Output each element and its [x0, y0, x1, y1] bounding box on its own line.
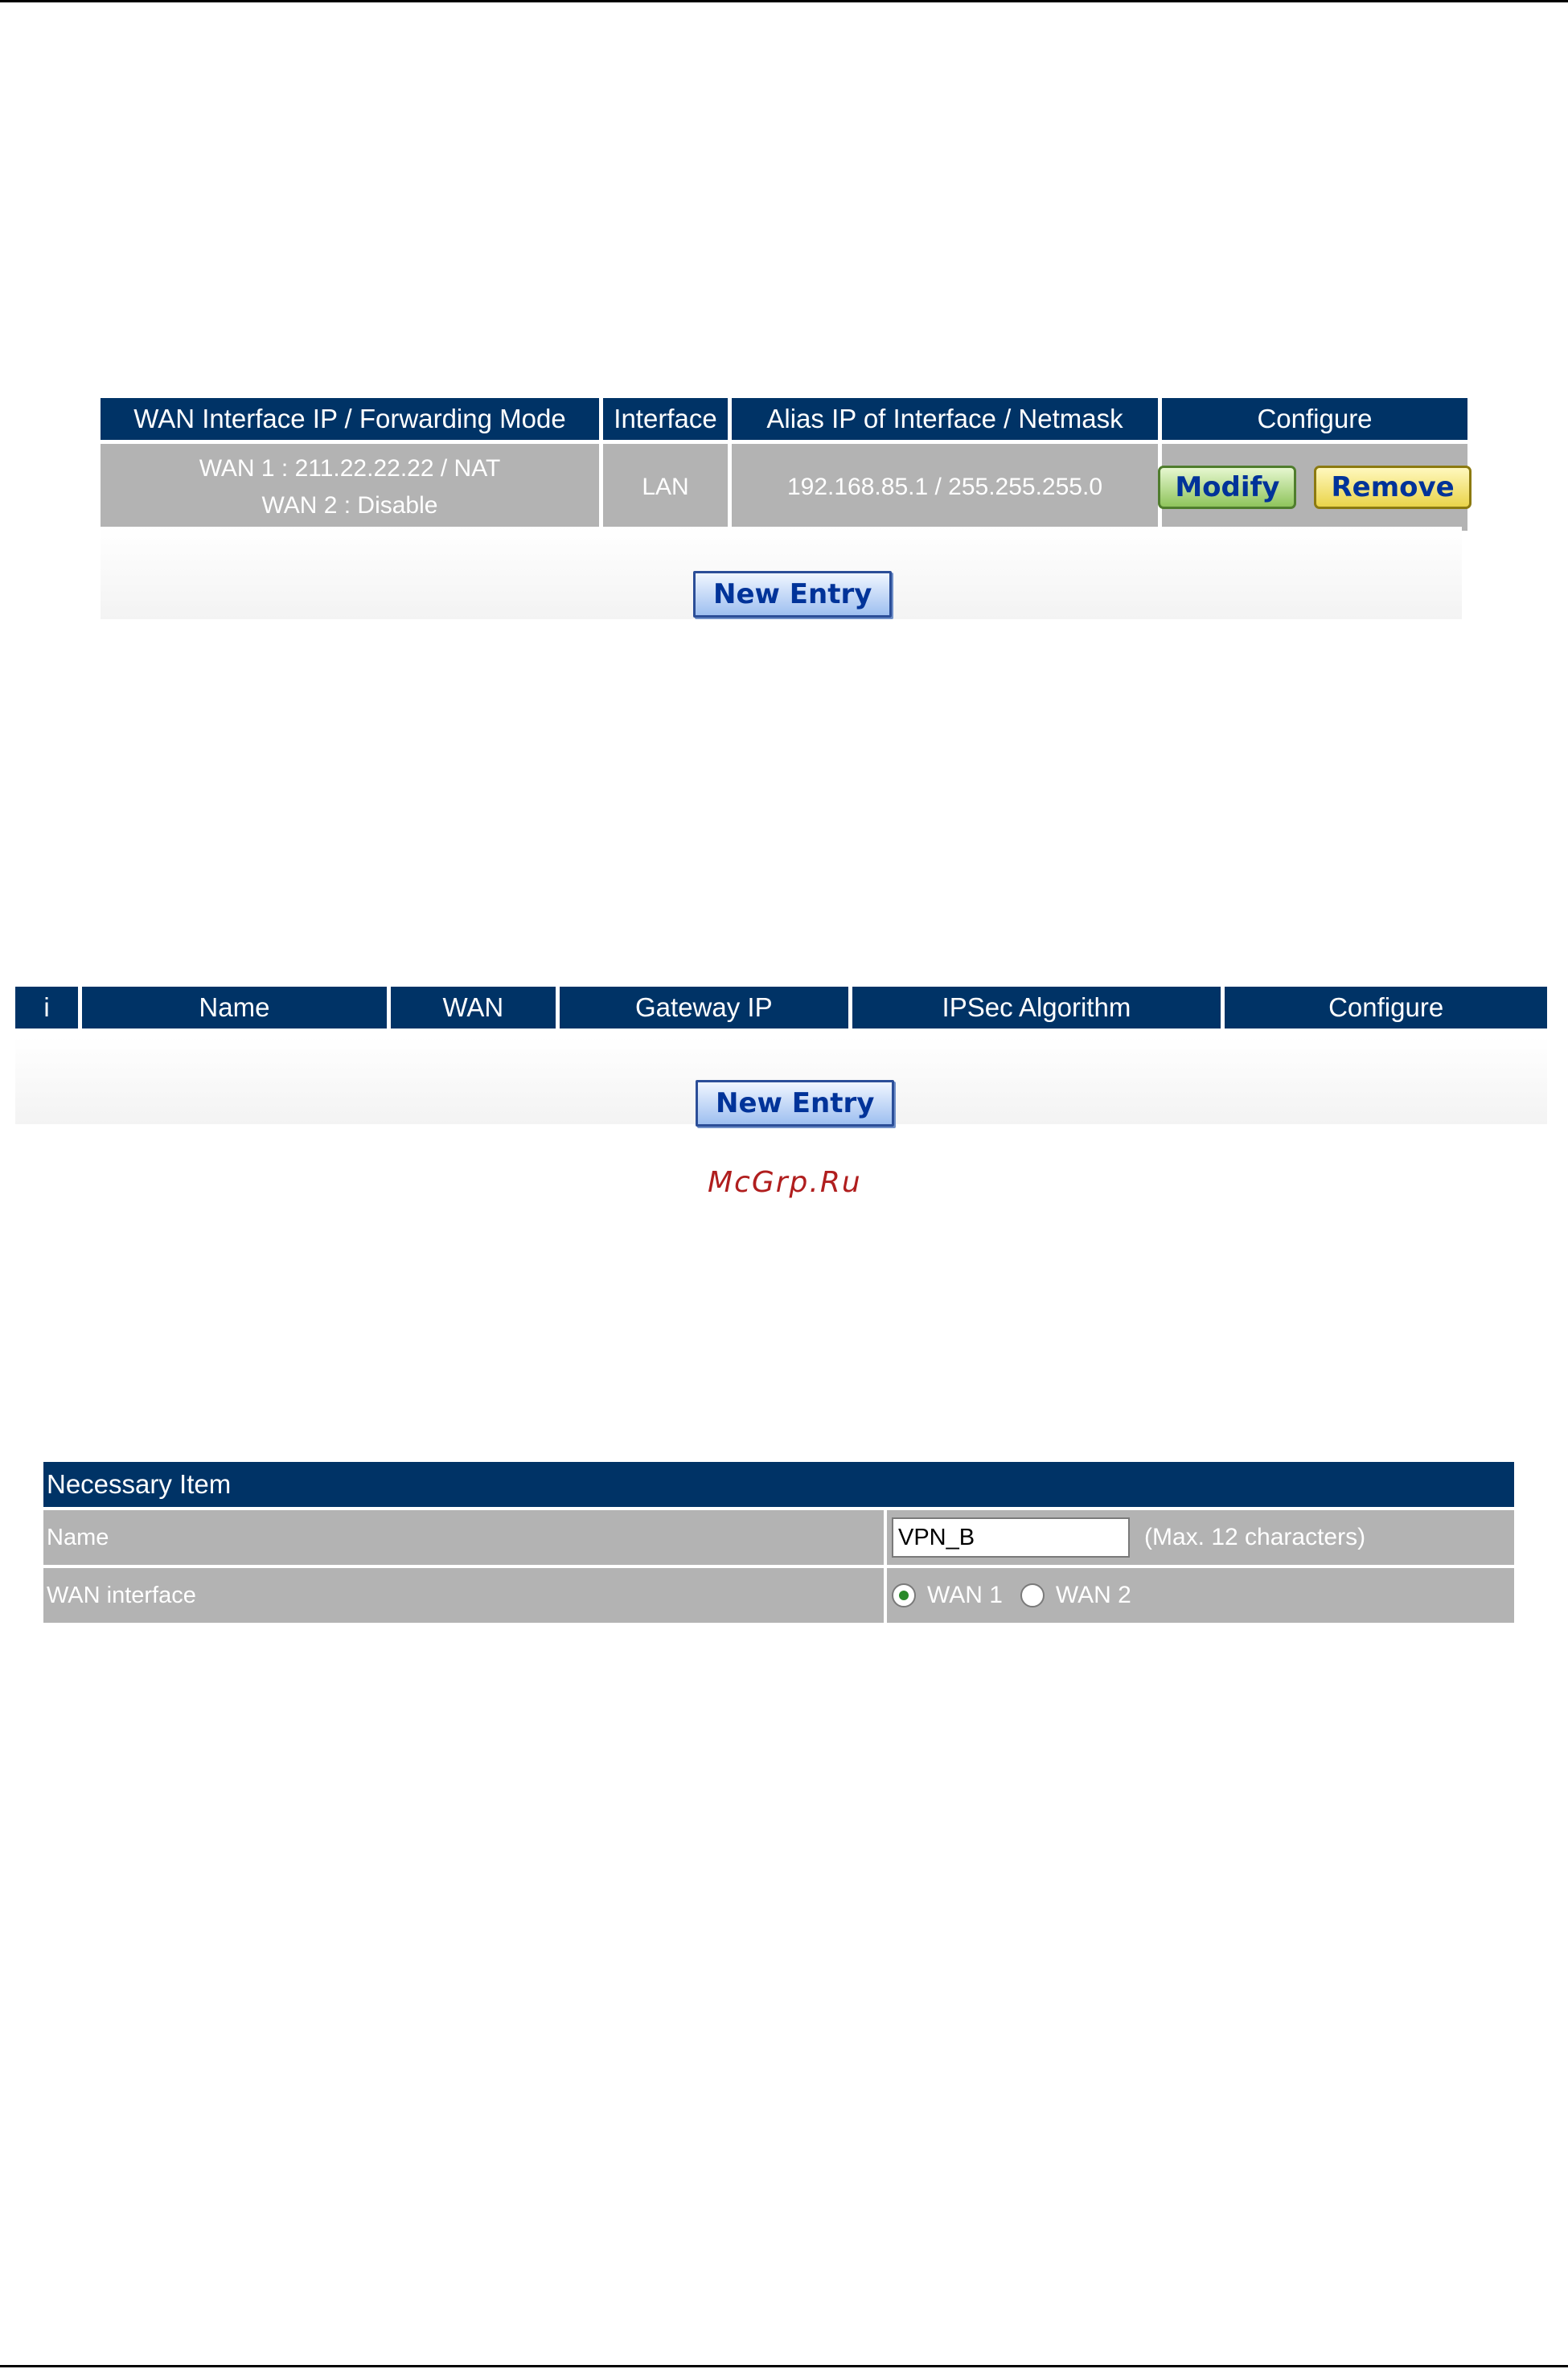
name-hint: (Max. 12 characters)	[1144, 1524, 1366, 1550]
remove-button[interactable]: Remove	[1314, 466, 1471, 509]
header-index: i	[15, 987, 78, 1028]
wan1-radio-label: WAN 1	[927, 1582, 1003, 1608]
wan2-radio[interactable]	[1020, 1582, 1131, 1609]
radio-selected-icon[interactable]	[892, 1583, 916, 1607]
header-configure: Configure	[1162, 398, 1467, 440]
name-value-cell	[887, 1510, 1514, 1565]
wan-info-cell	[101, 444, 599, 531]
ipsec-panel	[11, 983, 1551, 1033]
name-input[interactable]	[892, 1517, 1130, 1558]
bottom-rule	[0, 2365, 1568, 2367]
wan2-radio-label: WAN 2	[1055, 1582, 1131, 1608]
ipsec-table	[11, 983, 1551, 1033]
new-entry-button[interactable]: New Entry	[696, 1080, 894, 1127]
wan-interface-label: WAN interface	[43, 1568, 884, 1623]
watermark-text: McGrp.Ru	[708, 1166, 862, 1199]
wan1-radio[interactable]	[892, 1582, 1003, 1609]
header-configure: Configure	[1225, 987, 1547, 1028]
wan2-status: WAN 2 : Disable	[261, 492, 438, 519]
wan-interface-row	[43, 1568, 1514, 1623]
alias-ip-header-row	[101, 398, 1467, 440]
top-rule	[0, 0, 1568, 2]
header-gateway-ip: Gateway IP	[560, 987, 848, 1028]
header-wan: WAN	[391, 987, 556, 1028]
necessary-item-form	[43, 1462, 1514, 1623]
header-ipsec-algorithm: IPSec Algorithm	[852, 987, 1221, 1028]
ipsec-header-row	[15, 987, 1547, 1028]
form-title: Necessary Item	[43, 1462, 1514, 1507]
name-row	[43, 1510, 1514, 1565]
wan-interface-options	[887, 1568, 1514, 1623]
name-label: Name	[43, 1510, 884, 1565]
header-name: Name	[82, 987, 387, 1028]
wan1-status: WAN 1 : 211.22.22.22 / NAT	[199, 455, 501, 482]
interface-cell: LAN	[603, 444, 728, 531]
alias-ip-cell: 192.168.85.1 / 255.255.255.0	[732, 444, 1158, 531]
new-entry-button[interactable]: New Entry	[693, 571, 892, 618]
radio-unselected-icon[interactable]	[1020, 1583, 1045, 1607]
configure-cell	[1162, 444, 1467, 531]
alias-ip-panel	[96, 394, 1466, 535]
table-row	[101, 444, 1467, 531]
header-alias-ip: Alias IP of Interface / Netmask	[732, 398, 1158, 440]
header-interface: Interface	[603, 398, 728, 440]
configure-buttons	[1163, 466, 1467, 509]
alias-ip-table	[96, 394, 1472, 535]
modify-button[interactable]: Modify	[1158, 466, 1296, 509]
header-wan-interface-ip: WAN Interface IP / Forwarding Mode	[101, 398, 599, 440]
